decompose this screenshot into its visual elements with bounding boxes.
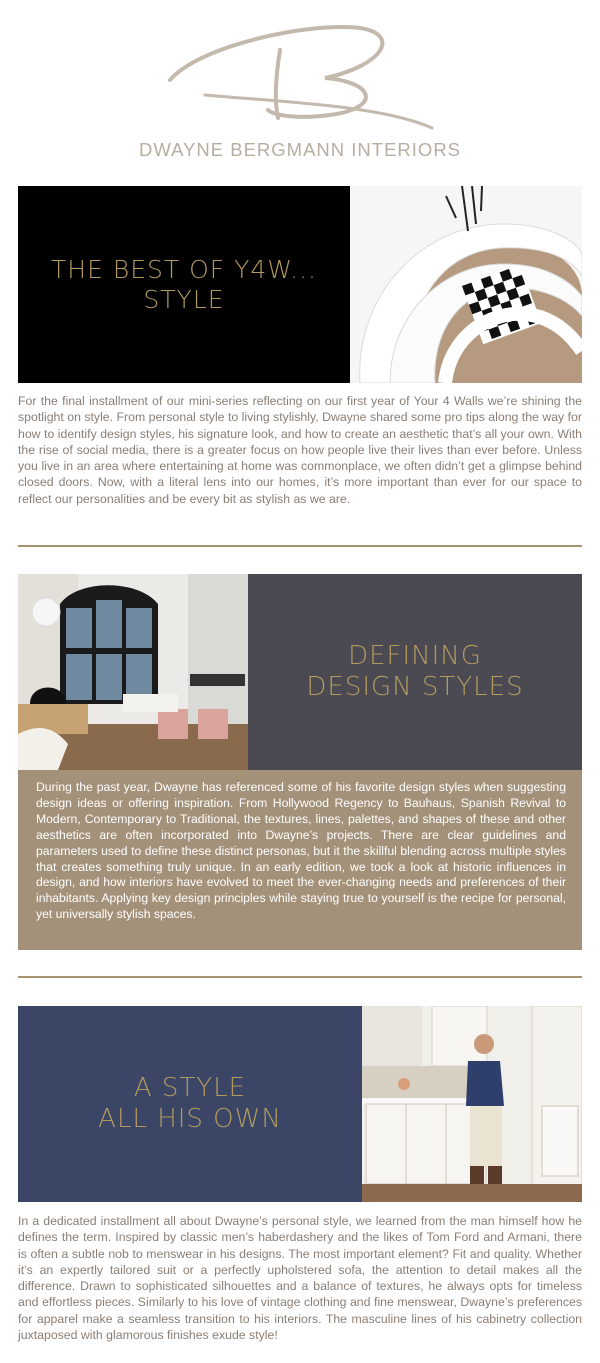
section-title: A STYLE ALL HIS OWN [98, 1072, 282, 1134]
section-body: For the final installment of our mini-series reflecting on our first year of Your 4 Walls we’re shining the spotlight on style. From personal style to living stylishly, Dwayne shared some pro tips along the way for how to identify design styles, his signature look, and how to create an aesthetic that’s all your own. With the rise of social media, there is a greater focus on how people live their lives than ever before. Unless you live in an area where entertaining at home was commonplace, we often didn’t get a glimpse behind closed doors. Now, with a literal lens into our homes, it’s more important than ever for our space to reflect our personalities and be every bit as stylish as we are. [18, 394, 582, 506]
kitchen-portrait-photo [362, 1006, 582, 1202]
section-body: During the past year, Dwayne has referenced some of his favorite design styles when suggesting design ideas or offering inspiration. From Hollywood Regency to Bauhaus, Spanish Revival to Modern, Contemporary to Traditional, the textures, lines, palettes, and shapes of these and other aesthetics are often incorporated into Dwayne’s projects. There are clear guidelines and parameters used to define these distinct personas, but it the skillful blending across multiple styles that creates something truly unique. In an early edition, we took a look at historic influences in design, and how interiors have evolved to meet the ever-changing needs and preferences of their inhabitants. Applying key design principles while staying true to yourself is the recipe for personal, yet universally stylish spaces. [18, 770, 582, 950]
section-hero-style[interactable] [18, 186, 582, 383]
section-body: In a dedicated installment all about Dwayne’s personal style, we learned from the man himself how he defines the term. Inspired by classic men’s haberdashery and the likes of Tom Ford and Armani, there is often a subtle nob to menswear in his designs. The most important element? Fit and quality. Whether it’s an expertly tailored suit or a perfectly upholstered sofa, the attention to detail makes all the difference. Drawn to sophisticated silhouettes and a balance of textures, he always opts for timeless and effortless pieces. Similarly to his love of vintage clothing and fine menswear, Dwayne’s preferences for apparel make a seamless transition to his interiors. The masculine lines of his cabinetry collection juxtaposed with glamorous finishes exude style! [18, 1214, 582, 1343]
section-title: THE BEST OF Y4W... STYLE [51, 254, 317, 314]
section-hero-personal-style[interactable] [18, 1006, 582, 1202]
section-hero-design-styles[interactable] [18, 574, 582, 770]
brand-name: DWAYNE BERGMANN INTERIORS [138, 139, 462, 160]
title-panel [18, 1006, 362, 1202]
monogram-icon [160, 20, 440, 135]
living-room-photo [18, 574, 248, 770]
section-divider [18, 545, 582, 547]
title-panel [248, 574, 582, 770]
title-panel [18, 186, 350, 383]
brand-logo[interactable] [0, 0, 600, 170]
spiral-staircase-photo [350, 186, 582, 383]
section-divider [18, 976, 582, 978]
section-title: DEFINING DESIGN STYLES [306, 640, 524, 702]
